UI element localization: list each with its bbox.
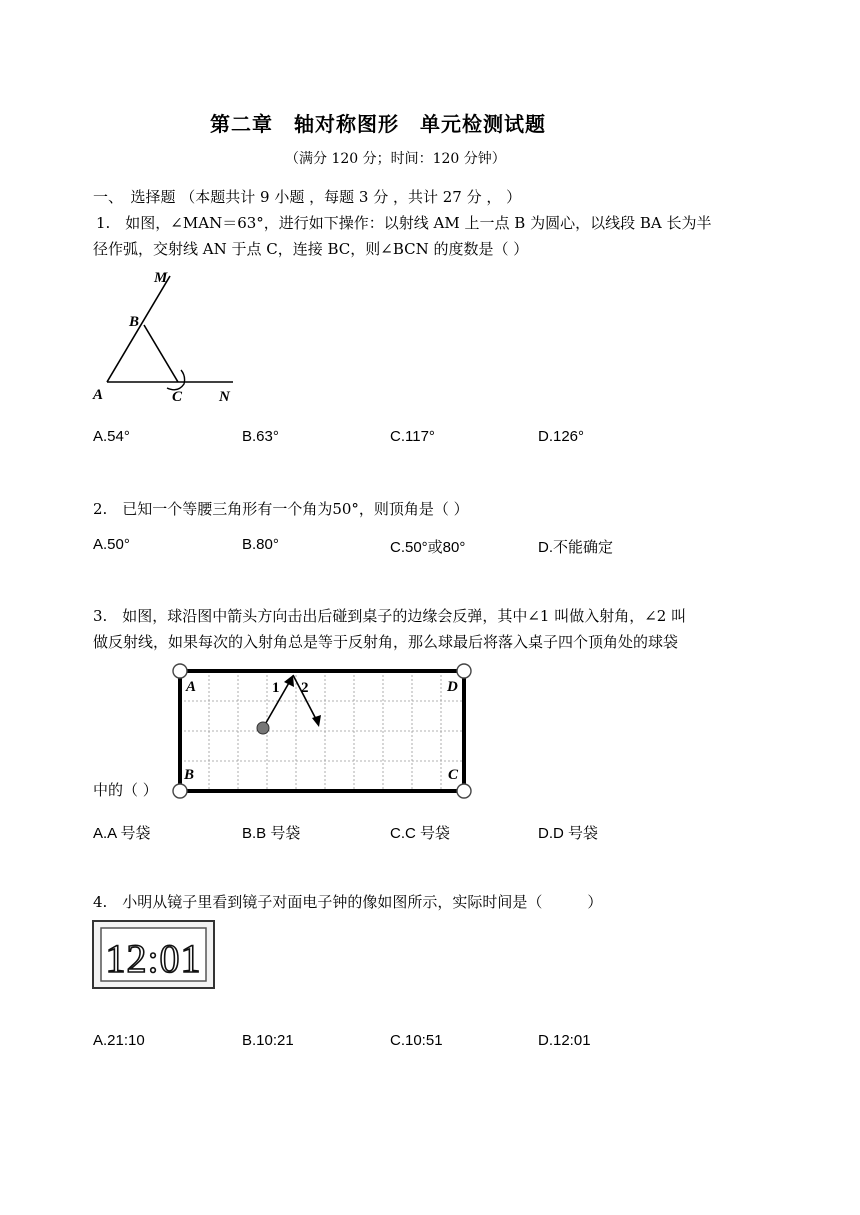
question-stem-line: 中的（ ） [93, 781, 158, 799]
pocket-d [457, 664, 471, 678]
question-stem-line: 2. 已知一个等腰三角形有一个角为50°，则顶角是（ ） [93, 500, 469, 518]
label-c: C [448, 767, 459, 783]
compass-arc [167, 370, 185, 390]
option-d[interactable]: D.12:01 [538, 1032, 591, 1049]
pocket-b [173, 784, 187, 798]
pocket-c [457, 784, 471, 798]
option-c[interactable]: C.C 号袋 [390, 825, 451, 842]
option-a[interactable]: A.A 号袋 [93, 825, 151, 842]
question-stem-line: 径作弧，交射线 AN 于点 C，连接 BC，则∠BCN 的度数是（ ） [93, 240, 529, 258]
arrowhead-up-icon [284, 675, 294, 687]
option-a[interactable]: A.54° [93, 428, 130, 445]
pocket-a [173, 664, 187, 678]
option-b[interactable]: B.80° [242, 536, 279, 553]
label-a: A [186, 679, 197, 695]
label-b: B [129, 314, 140, 330]
label-b: B [184, 767, 195, 783]
question-stem-line: 4. 小明从镜子里看到镜子对面电子钟的像如图所示，实际时间是（ ） [93, 893, 603, 911]
angle-figure [88, 262, 248, 410]
angle-2-label: 2 [301, 680, 309, 696]
label-n: N [219, 389, 230, 405]
page-title: 第二章 轴对称图形 单元检测试题 [210, 112, 546, 136]
option-c[interactable]: C.117° [390, 428, 435, 445]
label-a: A [93, 387, 104, 403]
table-grid [180, 671, 464, 791]
option-d[interactable]: D.不能确定 [538, 539, 614, 556]
section-heading: 一、 选择题 （本题共计 9 小题 ，每题 3 分 ，共计 27 分 ， ） [93, 188, 522, 206]
angle-1-label: 1 [272, 680, 280, 696]
option-b[interactable]: B.10:21 [242, 1032, 294, 1049]
question-stem-line: 1. 如图，∠MAN＝63°，进行如下操作：以射线 AM 上一点 B 为圆心，以线段 BA 长为半 [96, 214, 712, 232]
question-stem-line: 3. 如图，球沿图中箭头方向击出后碰到桌子的边缘会反弹，其中∠1 叫做入射角，∠2 叫 [93, 607, 687, 625]
digital-clock-figure [92, 920, 216, 990]
option-c[interactable]: C.10:51 [390, 1032, 443, 1049]
label-c: C [172, 389, 183, 405]
option-d[interactable]: D.126° [538, 428, 585, 445]
arrowhead-down-icon [312, 715, 321, 727]
option-b[interactable]: B.B 号袋 [242, 825, 301, 842]
question-stem-line: 做反射线，如果每次的入射角总是等于反射角，那么球最后将落入桌子四个顶角处的球袋 [93, 633, 679, 651]
option-a[interactable]: A.21:10 [93, 1032, 145, 1049]
ball [257, 722, 269, 734]
page-subtitle: （满分 120 分；时间：120 分钟） [285, 151, 506, 167]
option-c[interactable]: C.50°或80° [390, 539, 466, 556]
option-b[interactable]: B.63° [242, 428, 279, 445]
billiard-table-figure [168, 661, 478, 801]
option-a[interactable]: A.50° [93, 536, 130, 553]
label-d: D [447, 679, 458, 695]
label-m: M [154, 270, 168, 286]
segment-bc [144, 325, 178, 382]
option-d[interactable]: D.D 号袋 [538, 825, 599, 842]
clock-digits: 12:01 [105, 936, 202, 981]
